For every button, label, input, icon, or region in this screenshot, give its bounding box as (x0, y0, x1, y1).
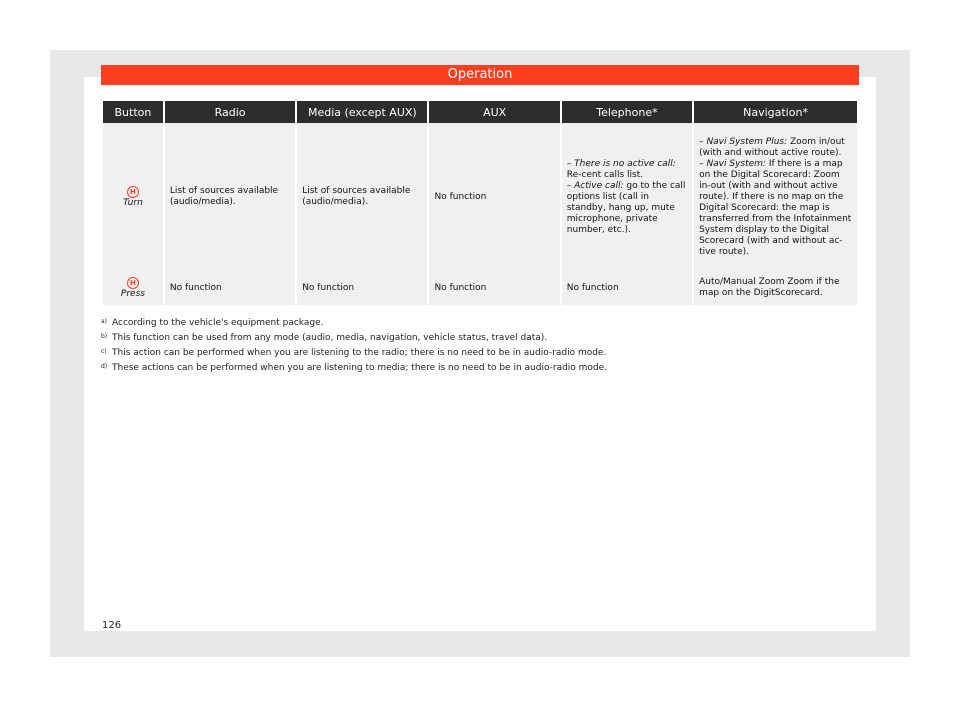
column-header-button: Button (103, 101, 163, 123)
page-number: 126 (102, 620, 122, 631)
aux-cell: No function (429, 123, 559, 271)
section-title: Operation (447, 67, 513, 82)
button-action-label: Press (120, 288, 145, 299)
footnote-mark: d) (101, 363, 108, 370)
footnote-text: This action can be performed when you are listening to the radio; there is no need to be in audio-radio mode. (112, 348, 607, 358)
radio-cell: List of sources available (audio/media). (165, 123, 295, 271)
footnote-text: According to the vehicle's equipment package. (112, 318, 324, 328)
footnote-mark: a) (101, 318, 108, 325)
media-cell: No function (297, 271, 427, 305)
telephone-item-label: – There is no active call: (566, 158, 676, 169)
radio-cell: No function (165, 271, 295, 305)
button-cell (103, 271, 163, 305)
media-cell: List of sources available (audio/media). (297, 123, 427, 271)
aux-cell: No function (429, 271, 559, 305)
navigation-cell (694, 123, 857, 271)
h-button-icon: H (127, 186, 139, 198)
telephone-item-text: go to the call options list (call in standby, hang up, mute microphone, private number, etc.). (566, 180, 686, 235)
table-header-row (103, 101, 857, 123)
footnote-item (101, 333, 861, 343)
operation-table (101, 101, 859, 305)
column-header-navigation: Navigation* (694, 101, 857, 123)
footnotes (101, 318, 861, 378)
navigation-item-label: – Navi System: (699, 158, 766, 169)
button-action-label: Turn (123, 197, 143, 208)
button-cell (103, 123, 163, 271)
section-title-bar (101, 65, 859, 85)
telephone-cell (562, 123, 692, 271)
table-row (103, 123, 857, 271)
telephone-cell: No function (562, 271, 692, 305)
footnote-item (101, 348, 861, 358)
footnote-item (101, 318, 861, 328)
footnote-text: This function can be used from any mode (audio, media, navigation, vehicle status, travel data). (112, 333, 548, 343)
column-header-telephone: Telephone* (562, 101, 692, 123)
navigation-item-text: If there is a map on the Digital Scorecard: Zoom in-out (with and without active route). If there is no map on the Digital Scorecard: the map is transferred from the Infotainment System display to the Digital Scorecard (with and without ac-tive route). (699, 158, 852, 257)
navigation-item-text: Zoom in/out (with and without active route). (699, 136, 845, 158)
column-header-radio: Radio (165, 101, 295, 123)
footnote-item (101, 363, 861, 373)
footnote-text: These actions can be performed when you are listening to media; there is no need to be in audio-radio mode. (112, 363, 608, 373)
navigation-item-label: – Navi System Plus: (699, 136, 788, 147)
footnote-mark: c) (101, 348, 107, 355)
footnote-mark: b) (101, 333, 108, 340)
table-row (103, 271, 857, 305)
column-header-media: Media (except AUX) (297, 101, 427, 123)
h-button-icon: H (127, 277, 139, 289)
telephone-item-text: Re-cent calls list. (566, 169, 644, 180)
navigation-cell: Auto/Manual Zoom Zoom if the map on the DigitScorecard. (694, 271, 857, 305)
column-header-aux: AUX (429, 101, 559, 123)
telephone-item-label: – Active call: (566, 180, 624, 191)
